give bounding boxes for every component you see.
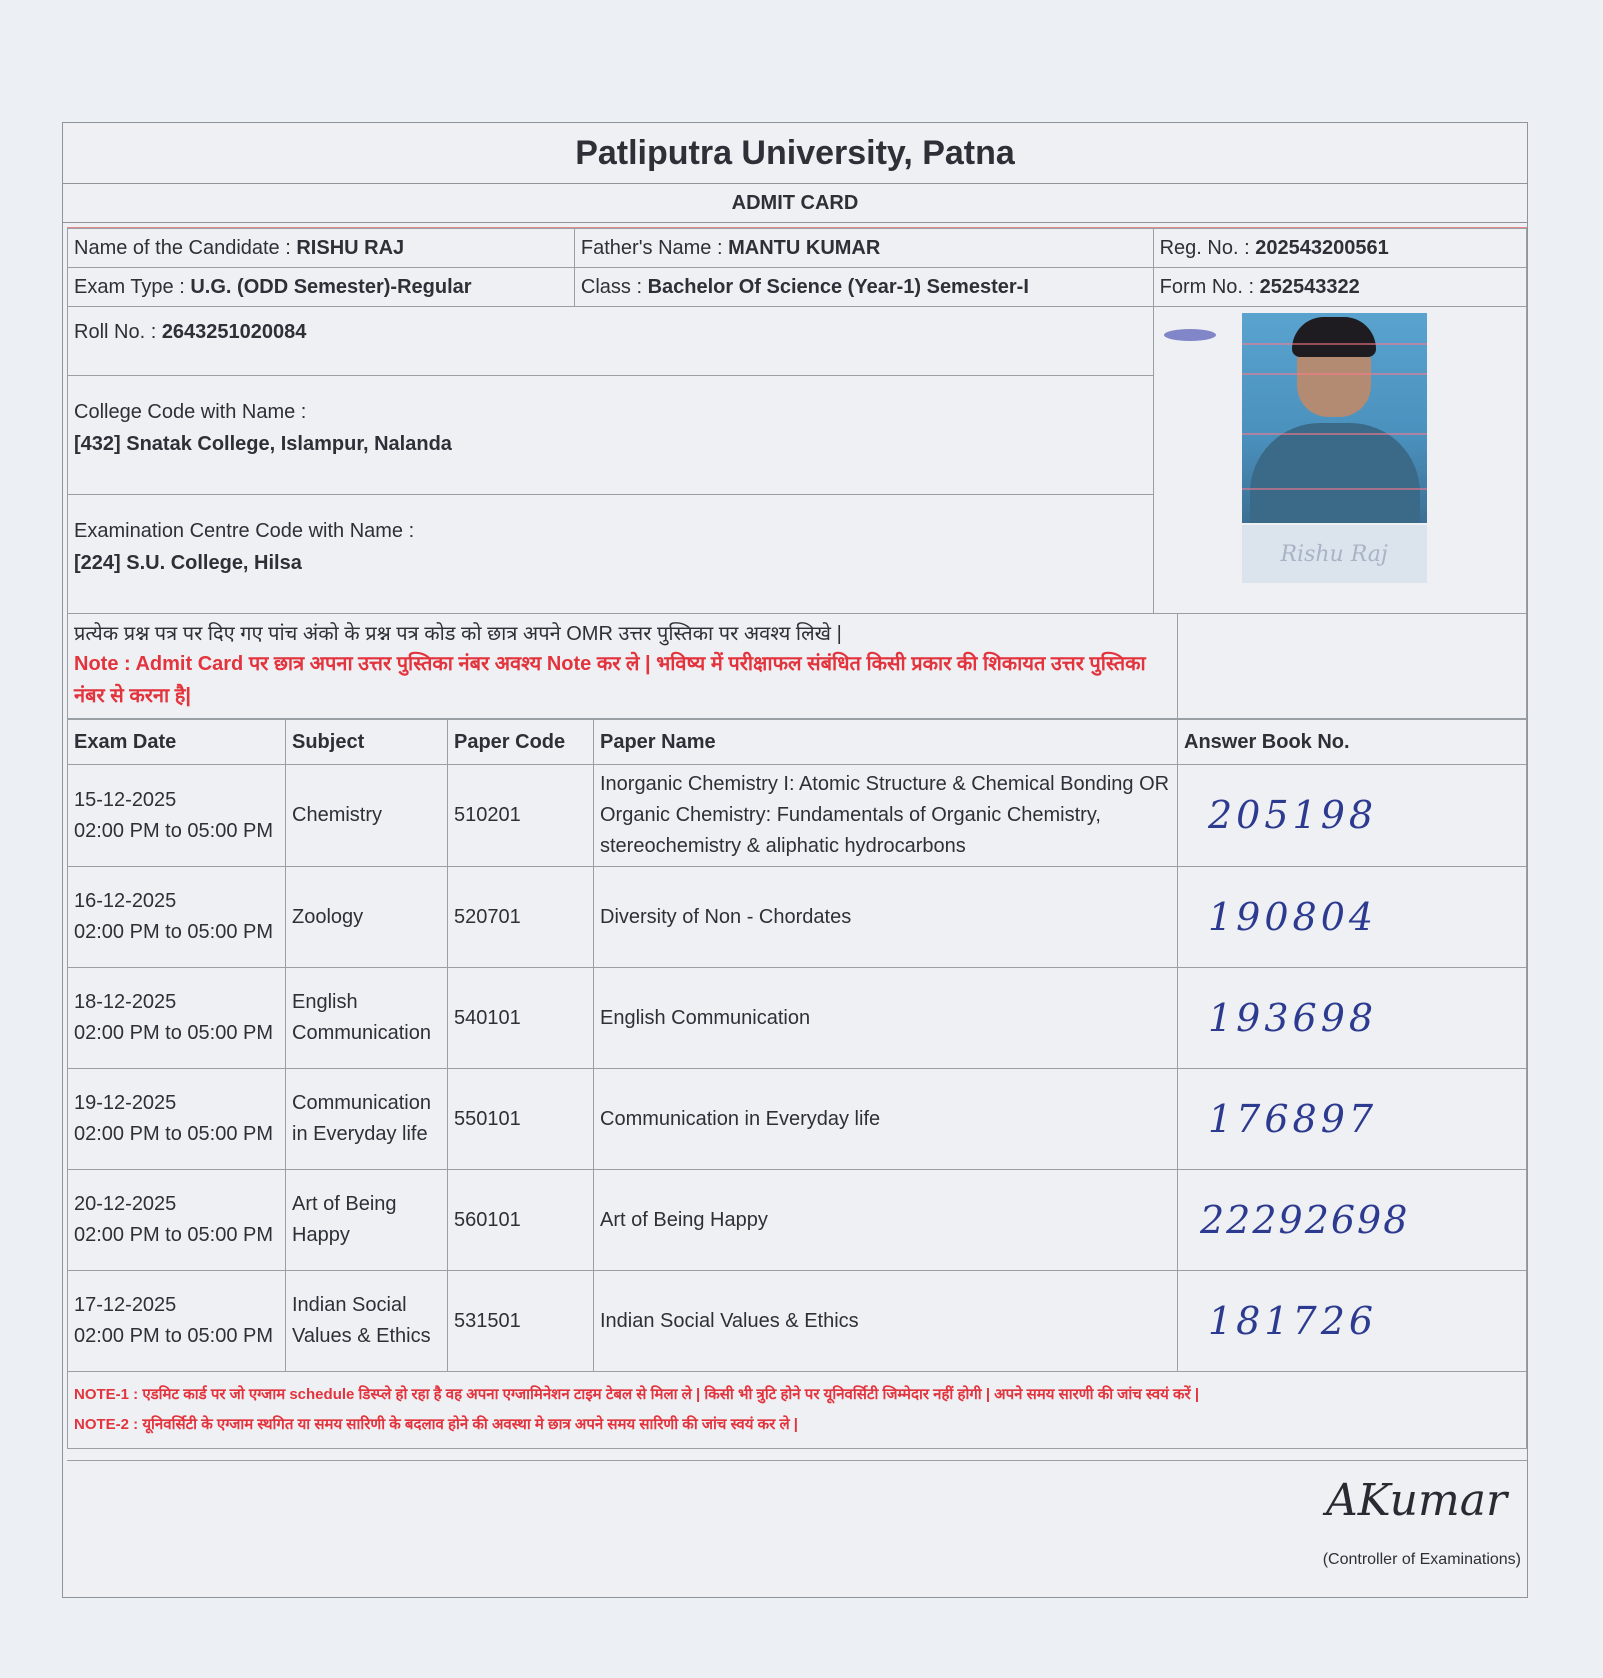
table-row	[68, 765, 1527, 867]
exam-date: 20-12-2025	[74, 1193, 177, 1215]
exam-schedule-table	[67, 719, 1527, 1372]
answer-book-no: 190804	[1178, 867, 1527, 968]
header-subject: Subject	[286, 720, 448, 765]
class-value: Bachelor Of Science (Year-1) Semester-I	[647, 275, 1029, 298]
table-row	[68, 1069, 1527, 1170]
exam-date: 18-12-2025	[74, 991, 177, 1013]
exam-time: 02:00 PM to 05:00 PM	[74, 1224, 274, 1246]
subject: Communication in Everyday life	[286, 1069, 448, 1170]
paper-code: 531501	[448, 1271, 594, 1372]
roll-no: 2643251020084	[161, 321, 307, 343]
answer-book-no: 176897	[1178, 1069, 1527, 1170]
paper-name: Diversity of Non - Chordates	[594, 867, 1178, 968]
table-row	[68, 867, 1527, 968]
candidate-name-cell	[68, 229, 575, 268]
centre-cell	[68, 495, 1154, 614]
roll-no-label: Roll No. :	[74, 321, 162, 343]
exam-date-cell	[68, 765, 286, 867]
paper-code: 540101	[448, 968, 594, 1069]
exam-date-cell	[68, 867, 286, 968]
exam-date-cell	[68, 1069, 286, 1170]
centre-name: [224] S.U. College, Hilsa	[74, 552, 302, 574]
form-no-cell	[1153, 268, 1526, 307]
document-type: ADMIT CARD	[63, 184, 1527, 223]
table-row	[68, 1271, 1527, 1372]
notes-section	[67, 1372, 1527, 1449]
exam-date: 15-12-2025	[74, 788, 177, 811]
exam-type-label: Exam Type :	[74, 275, 191, 298]
paper-code: 520701	[448, 867, 594, 968]
class-cell	[574, 268, 1153, 307]
subject: English Communication	[286, 968, 448, 1069]
controller-label: (Controller of Examinations)	[1322, 1551, 1521, 1568]
exam-date: 19-12-2025	[74, 1092, 177, 1114]
header-paper-code: Paper Code	[448, 720, 594, 765]
note-1: NOTE-1 : एडमिट कार्ड पर जो एग्जाम schedule डिस्प्ले हो रहा है वह अपना एग्जामिनेशन टाइम टेबल से मिला ले | किसी भी त्रुटि होने पर यूनिवर्सिटी जिम्मेदार नहीं होगी | अपने समय सारणी की जांच स्वयं करें |	[74, 1386, 1200, 1403]
subject: Chemistry	[286, 765, 448, 867]
omr-instruction: प्रत्येक प्रश्न पत्र पर दिए गए पांच अंको के प्रश्न पत्र कोड को छात्र अपने OMR उत्तर पुस्तिका पर अवश्य लिखे |	[74, 623, 842, 645]
subject: Indian Social Values & Ethics	[286, 1271, 448, 1372]
instructions-cell	[68, 614, 1178, 719]
paper-code: 560101	[448, 1170, 594, 1271]
father-name: MANTU KUMAR	[728, 236, 881, 259]
exam-date-cell	[68, 1271, 286, 1372]
class-label: Class :	[580, 275, 648, 298]
centre-label: Examination Centre Code with Name :	[74, 520, 415, 542]
ink-blot	[1164, 329, 1216, 341]
reg-no-label: Reg. No. :	[1159, 236, 1256, 259]
paper-name: Communication in Everyday life	[594, 1069, 1178, 1170]
answer-book-no: 193698	[1178, 968, 1527, 1069]
paper-code: 510201	[448, 765, 594, 867]
exam-date-cell	[68, 968, 286, 1069]
paper-name: Indian Social Values & Ethics	[594, 1271, 1178, 1372]
exam-time: 02:00 PM to 05:00 PM	[74, 1022, 274, 1044]
college-label: College Code with Name :	[74, 401, 307, 423]
exam-time: 02:00 PM to 05:00 PM	[74, 819, 274, 842]
table-row	[68, 1170, 1527, 1271]
exam-date: 17-12-2025	[74, 1294, 177, 1316]
paper-name: Art of Being Happy	[594, 1170, 1178, 1271]
reg-no-cell	[1153, 229, 1526, 268]
paper-name: Inorganic Chemistry I: Atomic Structure & Chemical Bonding OR Organic Chemistry: Fundamentals of Organic Chemistry, stereochemistry & aliphatic hydrocarbons	[594, 765, 1178, 867]
photo-cell	[1153, 307, 1526, 614]
answer-book-no: 181726	[1178, 1271, 1527, 1372]
college-name: [432] Snatak College, Islampur, Nalanda	[74, 433, 452, 455]
exam-type-cell	[68, 268, 575, 307]
exam-time: 02:00 PM to 05:00 PM	[74, 1325, 274, 1347]
paper-code: 550101	[448, 1069, 594, 1170]
table-row	[68, 968, 1527, 1069]
controller-signature: AKumar	[1325, 1475, 1507, 1526]
form-no: 252543322	[1259, 275, 1360, 298]
candidate-name-label: Name of the Candidate :	[74, 236, 297, 259]
note-2: NOTE-2 : यूनिवर्सिटी के एग्जाम स्थगित या समय सारिणी के बदलाव होने की अवस्था मे छात्र अपने समय सारिणी की जांच स्वयं कर ले |	[74, 1416, 798, 1433]
candidate-info-table	[67, 228, 1527, 614]
paper-name: English Communication	[594, 968, 1178, 1069]
answer-book-note: Note : Admit Card पर छात्र अपना उत्तर पुस्तिका नंबर अवश्य Note कर ले | भविष्य में परीक्षाफल संबंधित किसी प्रकार की शिकायत उत्तर पुस्तिका नंबर से करना है|	[74, 653, 1146, 707]
card-body	[67, 227, 1527, 1449]
university-title: Patliputra University, Patna	[63, 123, 1527, 184]
header-answer-book: Answer Book No.	[1178, 720, 1527, 765]
candidate-signature: Rishu Raj	[1242, 525, 1427, 583]
footer	[67, 1460, 1527, 1597]
father-name-cell	[574, 229, 1153, 268]
answer-book-no: 22292698	[1178, 1170, 1527, 1271]
instructions-blank-cell	[1178, 614, 1527, 719]
roll-no-cell	[68, 307, 1154, 376]
subject: Art of Being Happy	[286, 1170, 448, 1271]
candidate-name: RISHU RAJ	[296, 236, 405, 259]
exam-time: 02:00 PM to 05:00 PM	[74, 1123, 274, 1145]
exam-date-cell	[68, 1170, 286, 1271]
header-paper-name: Paper Name	[594, 720, 1178, 765]
schedule-header-row	[68, 720, 1527, 765]
exam-time: 02:00 PM to 05:00 PM	[74, 921, 274, 943]
candidate-photo	[1242, 313, 1427, 523]
exam-date: 16-12-2025	[74, 890, 177, 912]
instructions-table	[67, 614, 1527, 719]
admit-card	[62, 122, 1528, 1598]
college-cell	[68, 376, 1154, 495]
form-no-label: Form No. :	[1159, 275, 1260, 298]
exam-type: U.G. (ODD Semester)-Regular	[190, 275, 472, 298]
father-name-label: Father's Name :	[580, 236, 729, 259]
answer-book-no: 205198	[1178, 765, 1527, 867]
reg-no: 202543200561	[1255, 236, 1389, 259]
subject: Zoology	[286, 867, 448, 968]
header-exam-date: Exam Date	[68, 720, 286, 765]
